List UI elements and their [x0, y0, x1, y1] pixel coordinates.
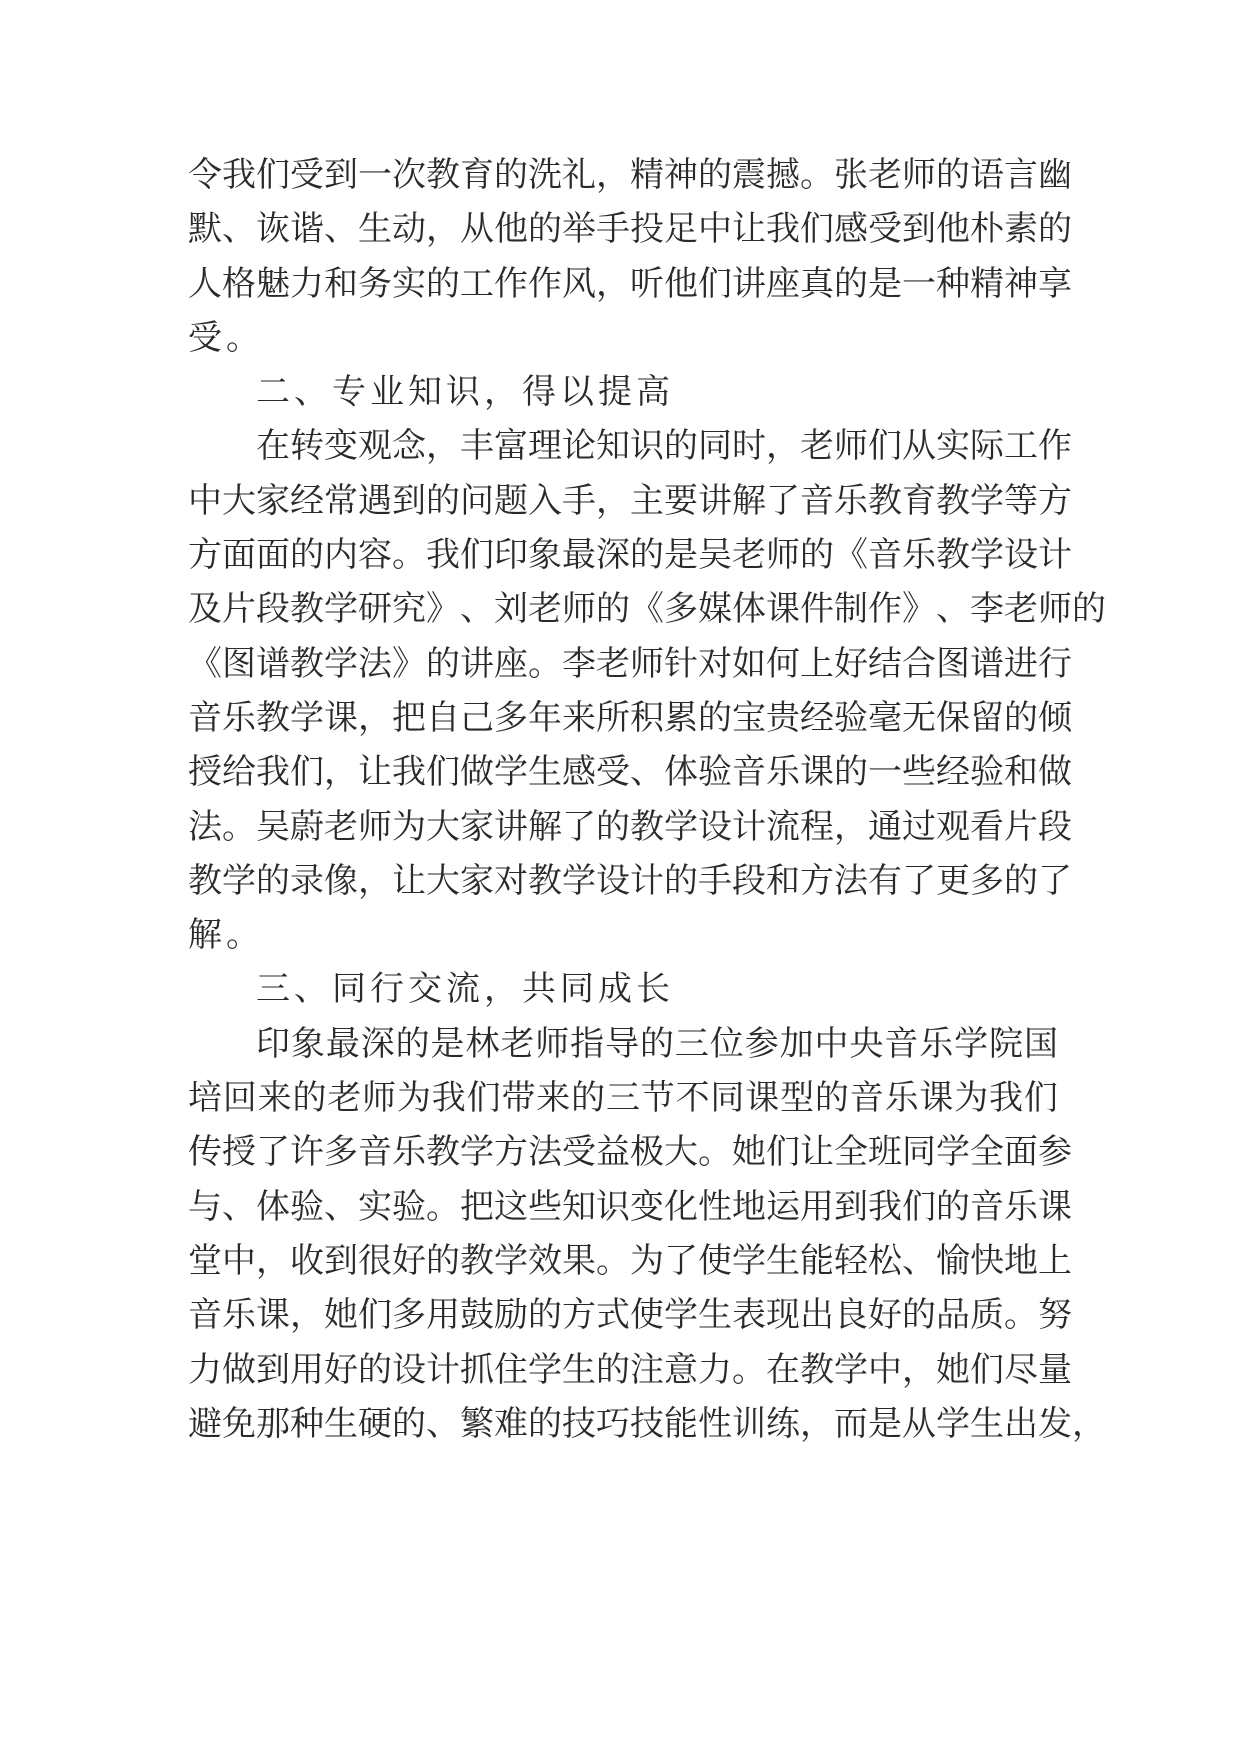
- text-line: 在 转 变 观 念 ， 丰 富 理 论 知 识 的 同 时 ， 老 师 们 从 实 际 工 作: [256, 426, 1072, 467]
- text-line: 与 、 体 验 、 实 验 。 把 这 些 知 识 变 化 性 地 运 用 到 我 们 的 音 乐 课: [188, 1186, 1072, 1227]
- text-line: 方 面 面 的 内 容 。 我 们 印 象 最 深 的 是 吴 老 师 的 《 音 乐 教 学 设 计: [188, 535, 1072, 576]
- text-line: 《 图 谱 教 学 法 》 的 讲 座 。 李 老 师 针 对 如 何 上 好 结 合 图 谱 进 行: [188, 643, 1072, 684]
- text-line: 音 乐 课 ， 她 们 多 用 鼓 励 的 方 式 使 学 生 表 现 出 良 好 的 品 质 。 努: [188, 1295, 1072, 1336]
- text-line: 受 。: [188, 317, 264, 358]
- text-line: 授 给 我 们 ， 让 我 们 做 学 生 感 受 、 体 验 音 乐 课 的 一 些 经 验 和 做: [188, 752, 1072, 793]
- text-line: 传 授 了 许 多 音 乐 教 学 方 法 受 益 极 大 。 她 们 让 全 班 同 学 全 面 参: [188, 1132, 1072, 1173]
- section-heading: 二 、 专 业 知 识 ， 得 以 提 高: [256, 372, 674, 413]
- text-line: 中 大 家 经 常 遇 到 的 问 题 入 手 ， 主 要 讲 解 了 音 乐 教 育 教 学 等 方: [188, 480, 1072, 521]
- section-heading: 三 、 同 行 交 流 ， 共 同 成 长: [256, 969, 674, 1010]
- text-line: 解 。: [188, 915, 264, 956]
- text-line: 音 乐 教 学 课 ， 把 自 己 多 年 来 所 积 累 的 宝 贵 经 验 毫 无 保 留 的 倾: [188, 697, 1072, 738]
- text-line: 令 我 们 受 到 一 次 教 育 的 洗 礼 ， 精 神 的 震 撼 。 张 老 师 的 语 言 幽: [188, 155, 1072, 195]
- text-line: 力 做 到 用 好 的 设 计 抓 住 学 生 的 注 意 力 。 在 教 学 中 ， 她 们 尽 量: [188, 1349, 1072, 1390]
- text-line: 法 。 吴 蔚 老 师 为 大 家 讲 解 了 的 教 学 设 计 流 程 ， 通 过 观 看 片 段: [188, 806, 1072, 847]
- text-line: 人 格 魅 力 和 务 实 的 工 作 作 风 ， 听 他 们 讲 座 真 的 是 一 种 精 神 享: [188, 263, 1072, 304]
- text-line: 避 免 那 种 生 硬 的 、 繁 难 的 技 巧 技 能 性 训 练 ， 而 是 从 学 生 出 发 ，: [188, 1403, 1106, 1444]
- document-body: [188, 148, 1106, 1451]
- text-line: 培 回 来 的 老 师 为 我 们 带 来 的 三 节 不 同 课 型 的 音 乐 课 为 我 们: [188, 1078, 1058, 1119]
- text-line: 印 象 最 深 的 是 林 老 师 指 导 的 三 位 参 加 中 央 音 乐 学 院 国: [256, 1023, 1058, 1064]
- text-line: 默 、 诙 谐 、 生 动 ， 从 他 的 举 手 投 足 中 让 我 们 感 受 到 他 朴 素 的: [188, 209, 1072, 250]
- text-line: 教 学 的 录 像 ， 让 大 家 对 教 学 设 计 的 手 段 和 方 法 有 了 更 多 的 了: [188, 860, 1072, 901]
- text-line: 堂 中 ， 收 到 很 好 的 教 学 效 果 。 为 了 使 学 生 能 轻 松 、 愉 快 地 上: [188, 1240, 1072, 1281]
- text-line: 及 片 段 教 学 研 究 》 、 刘 老 师 的 《 多 媒 体 课 件 制 作 》 、 李 老 师 的: [188, 589, 1106, 630]
